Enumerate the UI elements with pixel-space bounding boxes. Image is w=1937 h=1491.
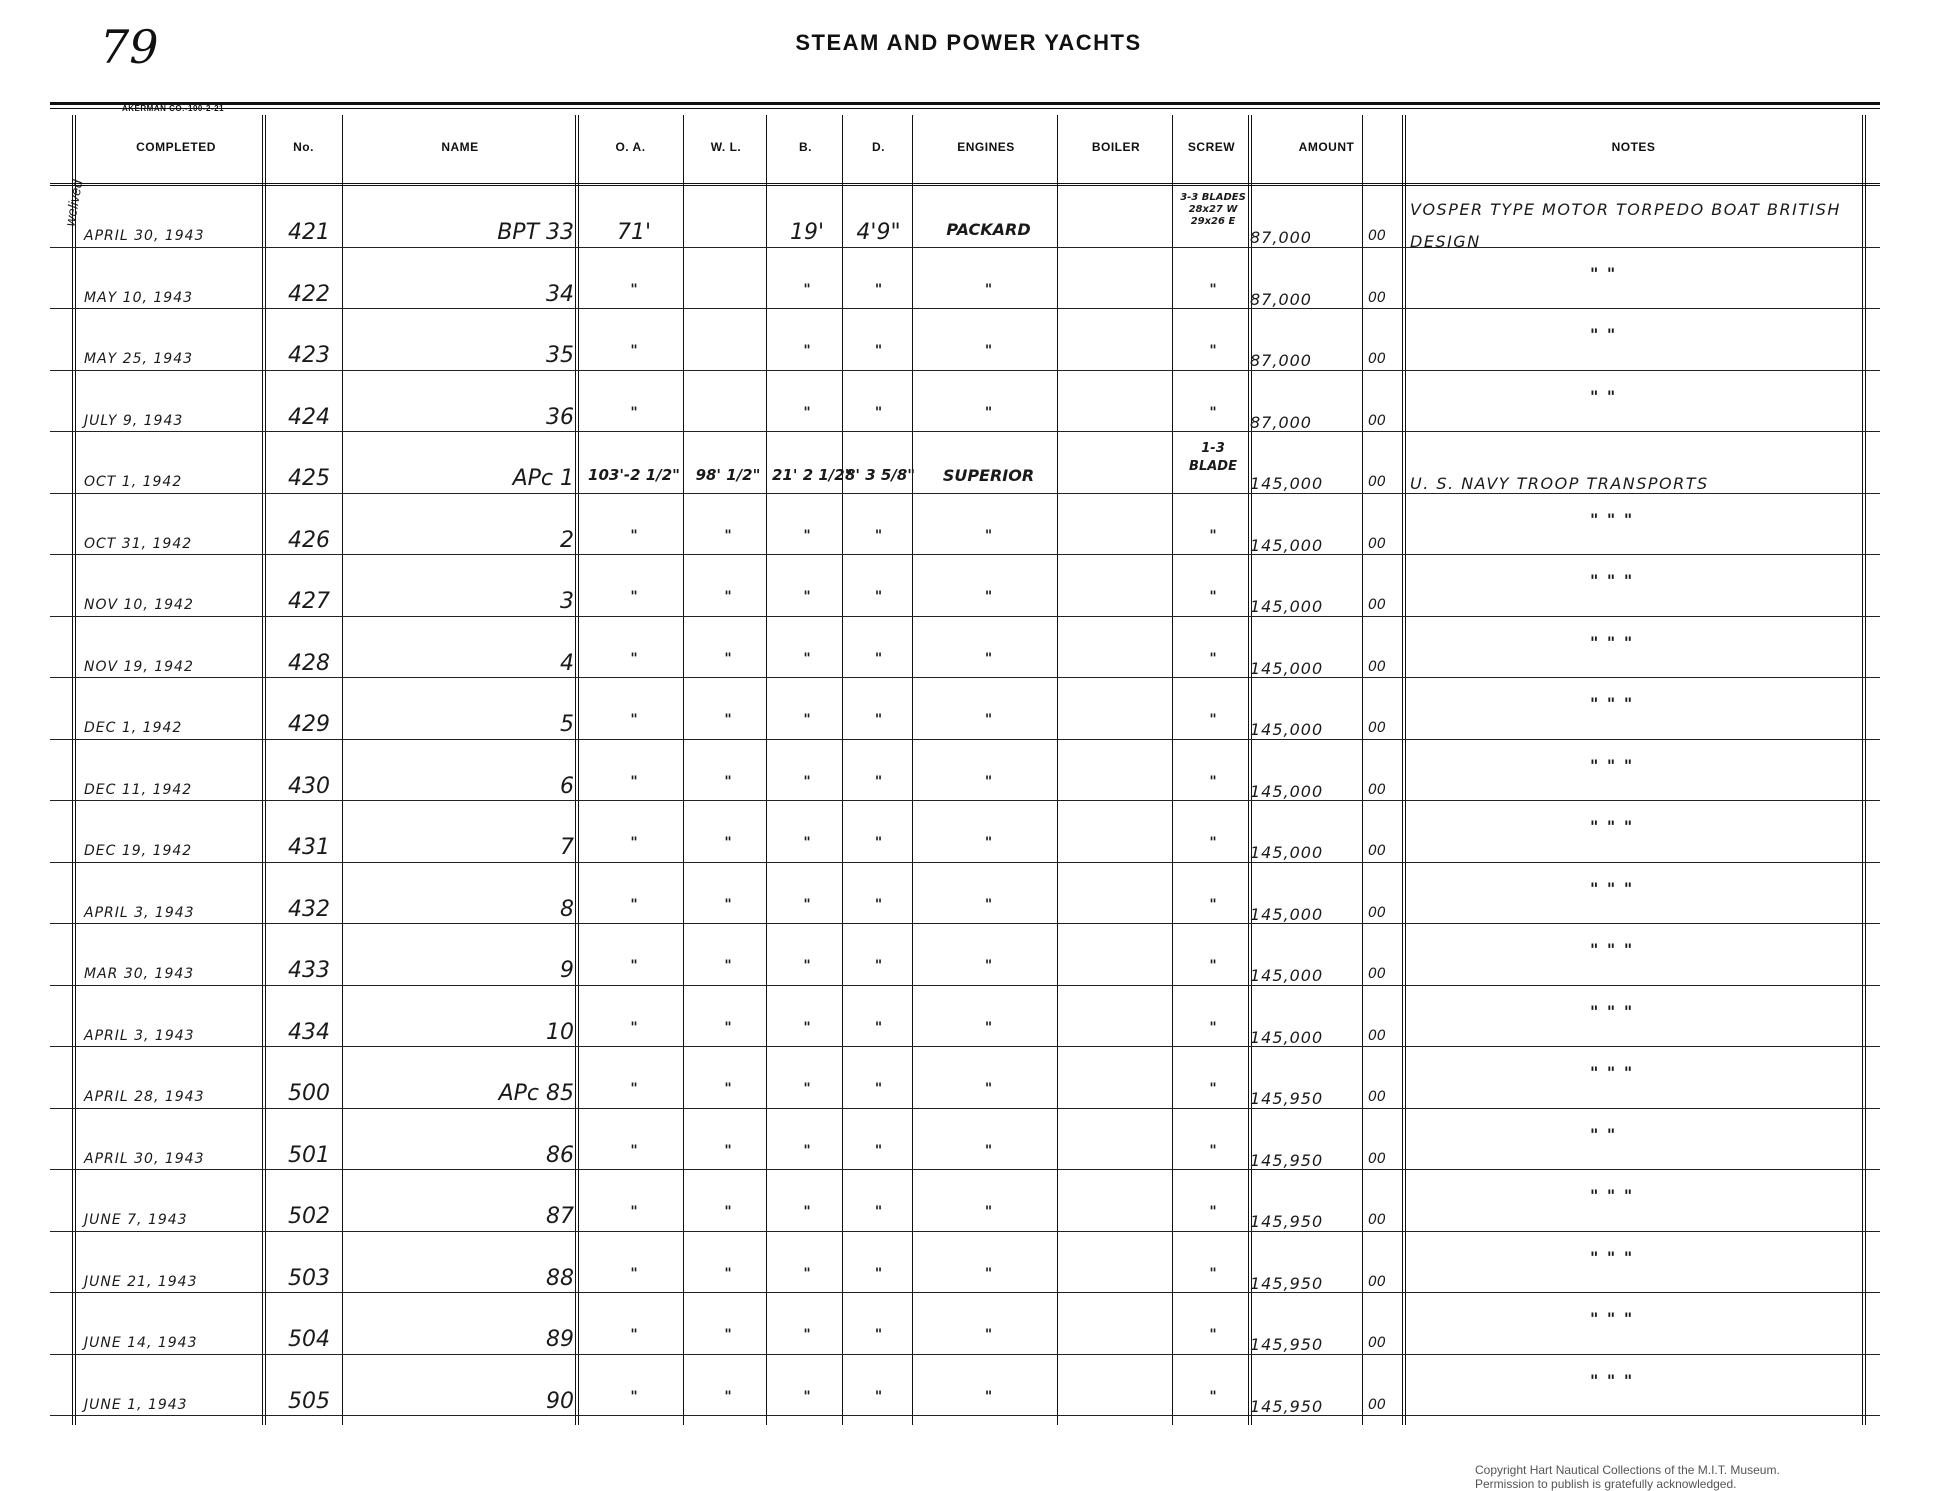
cell-amount: 145,000 [1250,904,1324,924]
cell-wl: " [724,1081,732,1097]
cell-amount: 145,950 [1250,1396,1324,1416]
header-completed: COMPLETED [136,140,216,154]
cell-oa: " [630,1142,638,1159]
cell-notes: " " " [1590,817,1634,836]
cell-completed: NOV 19, 1942 [84,658,194,675]
cell-engines: " [984,650,993,667]
cell-name: 89 [546,1327,574,1352]
cell-screw: " [1209,343,1217,359]
cell-name: APc 85 [498,1081,574,1106]
cell-wl: " [724,1142,732,1159]
cell-notes: " " [1590,1124,1617,1144]
cell-engines: " [984,589,993,605]
cell-oa: " [630,1265,638,1282]
cell-screw: " [1209,527,1217,544]
cell-wl: " [724,896,732,913]
table-row [50,313,1880,375]
cell-oa: " [630,835,638,851]
cell-completed: JUNE 21, 1943 [84,1273,198,1290]
cell-name: 8 [560,896,574,922]
cell-amount: 145,000 [1250,720,1324,739]
table-row [50,805,1880,867]
cell-cents: 00 [1368,1212,1386,1228]
cell-amount: 87,000 [1250,228,1312,247]
cell-cents: 00 [1368,1335,1386,1351]
cell-b: " [803,1019,811,1036]
cell-screw: " [1209,1327,1217,1343]
cell-oa: " [630,958,638,974]
cell-completed: APRIL 3, 1943 [84,1027,195,1044]
cell-cents: 00 [1368,1027,1386,1044]
cell-b: 21' 2 1/2" [772,466,853,484]
page-number: 79 [100,20,159,74]
table-row [50,190,1880,252]
cell-no: 504 [288,1327,330,1352]
cell-no: 431 [288,835,330,860]
cell-cents: 00 [1368,412,1386,429]
cell-name: 7 [560,835,574,860]
cell-notes: " " " [1590,1186,1634,1205]
cell-screw: 3-3 BLADES 28x27 W 29x26 E [1180,192,1246,227]
cell-completed: JUNE 1, 1943 [84,1396,188,1413]
cell-oa: " [630,1327,638,1343]
cell-b: " [803,1327,811,1343]
cell-d: " [874,650,883,667]
cell-screw: " [1209,1204,1217,1220]
cell-no: 432 [288,896,330,922]
header-wl: W. L. [710,140,742,154]
cell-engines: PACKARD [946,220,1031,239]
cell-wl: " [724,589,732,605]
cell-d: 4'9" [856,220,901,245]
cell-completed: MAY 25, 1943 [84,351,194,367]
cell-no: 433 [288,958,330,983]
cell-completed: APRIL 30, 1943 [84,1150,205,1167]
cell-d: " [874,404,883,421]
cell-b: " [803,527,811,544]
cell-b: 19' [789,220,825,245]
cell-completed: OCT 1, 1942 [84,474,183,490]
cell-oa: 103'-2 1/2" [588,466,680,484]
table-row [50,928,1880,990]
cell-amount: 87,000 [1250,351,1312,370]
cell-b: " [803,404,811,421]
cell-cents: 00 [1368,228,1386,244]
cell-completed: MAY 10, 1943 [84,289,194,306]
cell-completed: APRIL 30, 1943 [84,228,205,244]
cell-d: " [874,1327,883,1343]
cell-name: 34 [546,281,574,307]
header-name: NAME [441,140,479,154]
cell-cents: 00 [1368,966,1386,982]
cell-name: 2 [560,527,574,553]
cell-d: " [874,1081,883,1097]
cell-name: 35 [546,343,574,368]
cell-d: " [874,1388,883,1405]
cell-completed: APRIL 3, 1943 [84,904,195,921]
cell-screw: " [1209,712,1217,728]
cell-b: " [803,1388,811,1405]
header-amount: AMOUNT [1298,140,1355,154]
cell-d: " [874,1019,883,1036]
cell-no: 428 [288,650,330,676]
cell-name: 87 [546,1204,574,1229]
cell-amount: 145,000 [1250,658,1324,678]
cell-d: " [874,1204,883,1220]
cell-cents: 00 [1368,720,1386,736]
cell-d: " [874,773,883,790]
cell-d: " [874,589,883,605]
cell-b: " [803,896,811,913]
cell-amount: 87,000 [1250,289,1312,309]
header-b: B. [799,140,812,154]
cell-d: " [874,835,883,851]
copyright-line-2: Permission to publish is gratefully acknowledged. [1475,1477,1737,1491]
cell-screw: " [1209,1142,1217,1159]
cell-notes: " " " [1590,940,1634,959]
cell-screw: " [1209,1019,1217,1036]
cell-wl: " [724,958,732,974]
cell-d: " [874,1265,883,1282]
cell-amount: 145,000 [1250,781,1324,801]
cell-cents: 00 [1368,781,1386,798]
cell-oa: " [630,1019,638,1036]
cell-d: " [874,1142,883,1159]
cell-b: " [803,281,811,298]
top-rule [50,102,1880,105]
cell-name: 5 [560,712,574,737]
cell-wl: " [724,1388,732,1405]
cell-b: " [803,650,811,667]
cell-notes: " " " [1590,1370,1634,1390]
cell-cents: 00 [1368,1089,1386,1105]
cell-no: 505 [288,1388,330,1414]
cell-completed: DEC 19, 1942 [84,843,193,859]
cell-oa: 71' [616,220,652,245]
cell-engines: " [984,281,993,298]
copyright-line-1: Copyright Hart Nautical Collections of the M.I.T. Museum. [1475,1463,1780,1477]
cell-no: 500 [288,1081,330,1106]
cell-notes: " " " [1590,1309,1634,1328]
cell-completed: MAR 30, 1943 [84,966,195,982]
cell-oa: " [630,650,638,667]
cell-d: " [874,896,883,913]
cell-wl: " [724,527,732,544]
table-row [50,621,1880,683]
table-row [50,1236,1880,1298]
cell-amount: 145,000 [1250,843,1324,862]
cell-name: 6 [560,773,574,799]
cell-no: 425 [288,466,330,491]
cell-amount: 145,000 [1250,966,1324,985]
cell-completed: DEC 11, 1942 [84,781,193,798]
table-row [50,252,1880,314]
cell-engines: " [984,958,993,974]
cell-no: 501 [288,1142,330,1168]
cell-screw: " [1209,404,1217,421]
cell-name: 86 [546,1142,574,1168]
cell-screw: " [1209,958,1217,974]
cell-completed: DEC 1, 1942 [84,720,183,736]
cell-oa: " [630,712,638,728]
cell-notes: " " " [1590,571,1634,590]
cell-no: 424 [288,404,330,430]
cell-completed: JUNE 14, 1943 [84,1335,198,1351]
cell-screw: " [1209,1388,1217,1405]
cell-engines: " [984,1142,993,1159]
cell-notes: " " [1590,325,1617,344]
cell-screw: " [1209,281,1217,298]
table-row [50,682,1880,744]
table-row [50,559,1880,621]
cell-d: " [874,712,883,728]
margin-note: welived [61,178,86,228]
cell-oa: " [630,343,638,359]
cell-no: 434 [288,1019,330,1045]
cell-b: " [803,712,811,728]
copyright-notice [1475,1463,1780,1491]
cell-cents: 00 [1368,843,1386,859]
cell-screw: " [1209,835,1217,851]
cell-wl: " [724,773,732,790]
cell-oa: " [630,1204,638,1220]
cell-screw: " [1209,1081,1217,1097]
cell-notes: " " " [1590,878,1634,898]
cell-notes: " " [1590,386,1617,406]
cell-name: 3 [560,589,574,614]
cell-b: " [803,1265,811,1282]
table-row [50,1051,1880,1113]
cell-notes: " " [1590,263,1617,283]
cell-cents: 00 [1368,351,1386,367]
cell-engines: " [984,1265,993,1282]
cell-amount: 145,950 [1250,1089,1324,1108]
table-row [50,1113,1880,1175]
cell-cents: 00 [1368,1273,1386,1290]
table-row [50,375,1880,437]
cell-screw: " [1209,650,1217,667]
header-oa: O. A. [615,140,646,154]
cell-engines: " [984,1327,993,1343]
cell-engines: " [984,343,993,359]
cell-cents: 00 [1368,1150,1386,1167]
cell-engines: " [984,527,993,544]
cell-screw: " [1209,589,1217,605]
cell-no: 503 [288,1265,330,1291]
cell-oa: " [630,896,638,913]
cell-oa: " [630,773,638,790]
cell-cents: 00 [1368,1396,1386,1413]
top-rule-thin [50,108,1880,109]
cell-engines: " [984,712,993,728]
cell-amount: 87,000 [1250,412,1312,432]
cell-amount: 145,950 [1250,1273,1324,1293]
cell-completed: JUNE 7, 1943 [84,1212,188,1228]
cell-oa: " [630,281,638,298]
cell-amount: 145,950 [1250,1335,1324,1354]
cell-engines: " [984,1081,993,1097]
cell-engines: " [984,773,993,790]
cell-wl: " [724,650,732,667]
cell-wl: 98' 1/2" [695,466,761,484]
table-row [50,1359,1880,1421]
cell-engines: " [984,1388,993,1405]
cell-amount: 145,000 [1250,474,1324,493]
cell-no: 423 [288,343,330,368]
cell-wl: " [724,835,732,851]
cell-oa: " [630,527,638,544]
table-row [50,436,1880,498]
cell-completed: OCT 31, 1942 [84,535,193,552]
cell-no: 426 [288,527,330,553]
cell-screw: " [1209,1265,1217,1282]
cell-name: APc 1 [512,466,574,491]
cell-amount: 145,950 [1250,1150,1324,1170]
cell-name: 9 [560,958,574,983]
cell-amount: 145,000 [1250,597,1324,616]
cell-engines: " [984,404,993,421]
table-row [50,744,1880,806]
cell-no: 421 [288,220,330,245]
cell-no: 422 [288,281,330,307]
cell-notes: " " " [1590,1063,1634,1082]
cell-notes: " " " [1590,694,1634,713]
table-row [50,498,1880,560]
cell-completed: APRIL 28, 1943 [84,1089,205,1105]
header-rule [50,183,1880,186]
cell-screw: " [1209,773,1217,790]
cell-b: " [803,1081,811,1097]
cell-completed: JULY 9, 1943 [84,412,184,429]
cell-notes: " " " [1590,509,1634,529]
cell-oa: " [630,589,638,605]
cell-oa: " [630,404,638,421]
cell-wl: " [724,1327,732,1343]
cell-name: 4 [560,650,574,676]
cell-notes: " " " [1590,755,1634,775]
cell-b: " [803,589,811,605]
cell-b: " [803,835,811,851]
table-row [50,990,1880,1052]
cell-name: 36 [546,404,574,430]
cell-notes: " " " [1590,1247,1634,1267]
table-row [50,867,1880,929]
page-title: STEAM AND POWER YACHTS [795,30,1142,55]
cell-name: 10 [546,1019,574,1045]
cell-wl: " [724,1019,732,1036]
ledger-table [50,115,1880,1425]
cell-amount: 145,000 [1250,535,1324,555]
cell-cents: 00 [1368,474,1386,490]
header-engines: ENGINES [957,140,1015,154]
cell-engines: " [984,835,993,851]
cell-cents: 00 [1368,658,1386,675]
cell-completed: NOV 10, 1942 [84,597,194,613]
cell-engines: " [984,1204,993,1220]
cell-no: 427 [288,589,330,614]
cell-screw: 1-3 BLADE [1189,441,1237,474]
printer-mark: AKERMAN CO.-100-2-21 [122,104,225,113]
cell-wl: " [724,1204,732,1220]
cell-no: 502 [288,1204,330,1229]
cell-d: " [874,958,883,974]
cell-oa: " [630,1081,638,1097]
header-notes: NOTES [1611,140,1656,154]
cell-notes: U. S. NAVY TROOP TRANSPORTS [1410,474,1709,493]
cell-b: " [803,343,811,359]
cell-wl: " [724,1265,732,1282]
cell-oa: " [630,1388,638,1405]
header-screw: SCREW [1187,140,1236,154]
header-no: No. [293,140,314,154]
cell-notes: " " " [1590,1001,1634,1021]
cell-amount: 145,950 [1250,1212,1324,1231]
cell-d: " [874,281,883,298]
cell-cents: 00 [1368,535,1386,552]
cell-d: " [874,343,883,359]
cell-no: 430 [288,773,330,799]
cell-no: 429 [288,712,330,737]
cell-notes: VOSPER TYPE MOTOR TORPEDO BOAT BRITISH DESIGN [1410,200,1841,251]
cell-d: " [874,527,883,544]
cell-wl: " [724,712,732,728]
cell-cents: 00 [1368,289,1386,306]
cell-name: 90 [546,1388,574,1414]
cell-cents: 00 [1368,597,1386,613]
cell-engines: " [984,1019,993,1036]
table-row [50,1174,1880,1236]
header-boiler: BOILER [1091,140,1141,154]
cell-cents: 00 [1368,904,1386,921]
cell-name: 88 [546,1265,574,1291]
cell-b: " [803,958,811,974]
cell-b: " [803,773,811,790]
cell-amount: 145,000 [1250,1027,1324,1047]
header-d: D. [872,140,885,154]
cell-name: BPT 33 [497,220,574,245]
cell-screw: " [1209,896,1217,913]
cell-engines: SUPERIOR [942,466,1035,485]
cell-b: " [803,1204,811,1220]
cell-notes: " " " [1590,632,1634,652]
cell-b: " [803,1142,811,1159]
cell-d: 8' 3 5/8" [845,466,916,484]
table-row [50,1297,1880,1359]
cell-engines: " [984,896,993,913]
